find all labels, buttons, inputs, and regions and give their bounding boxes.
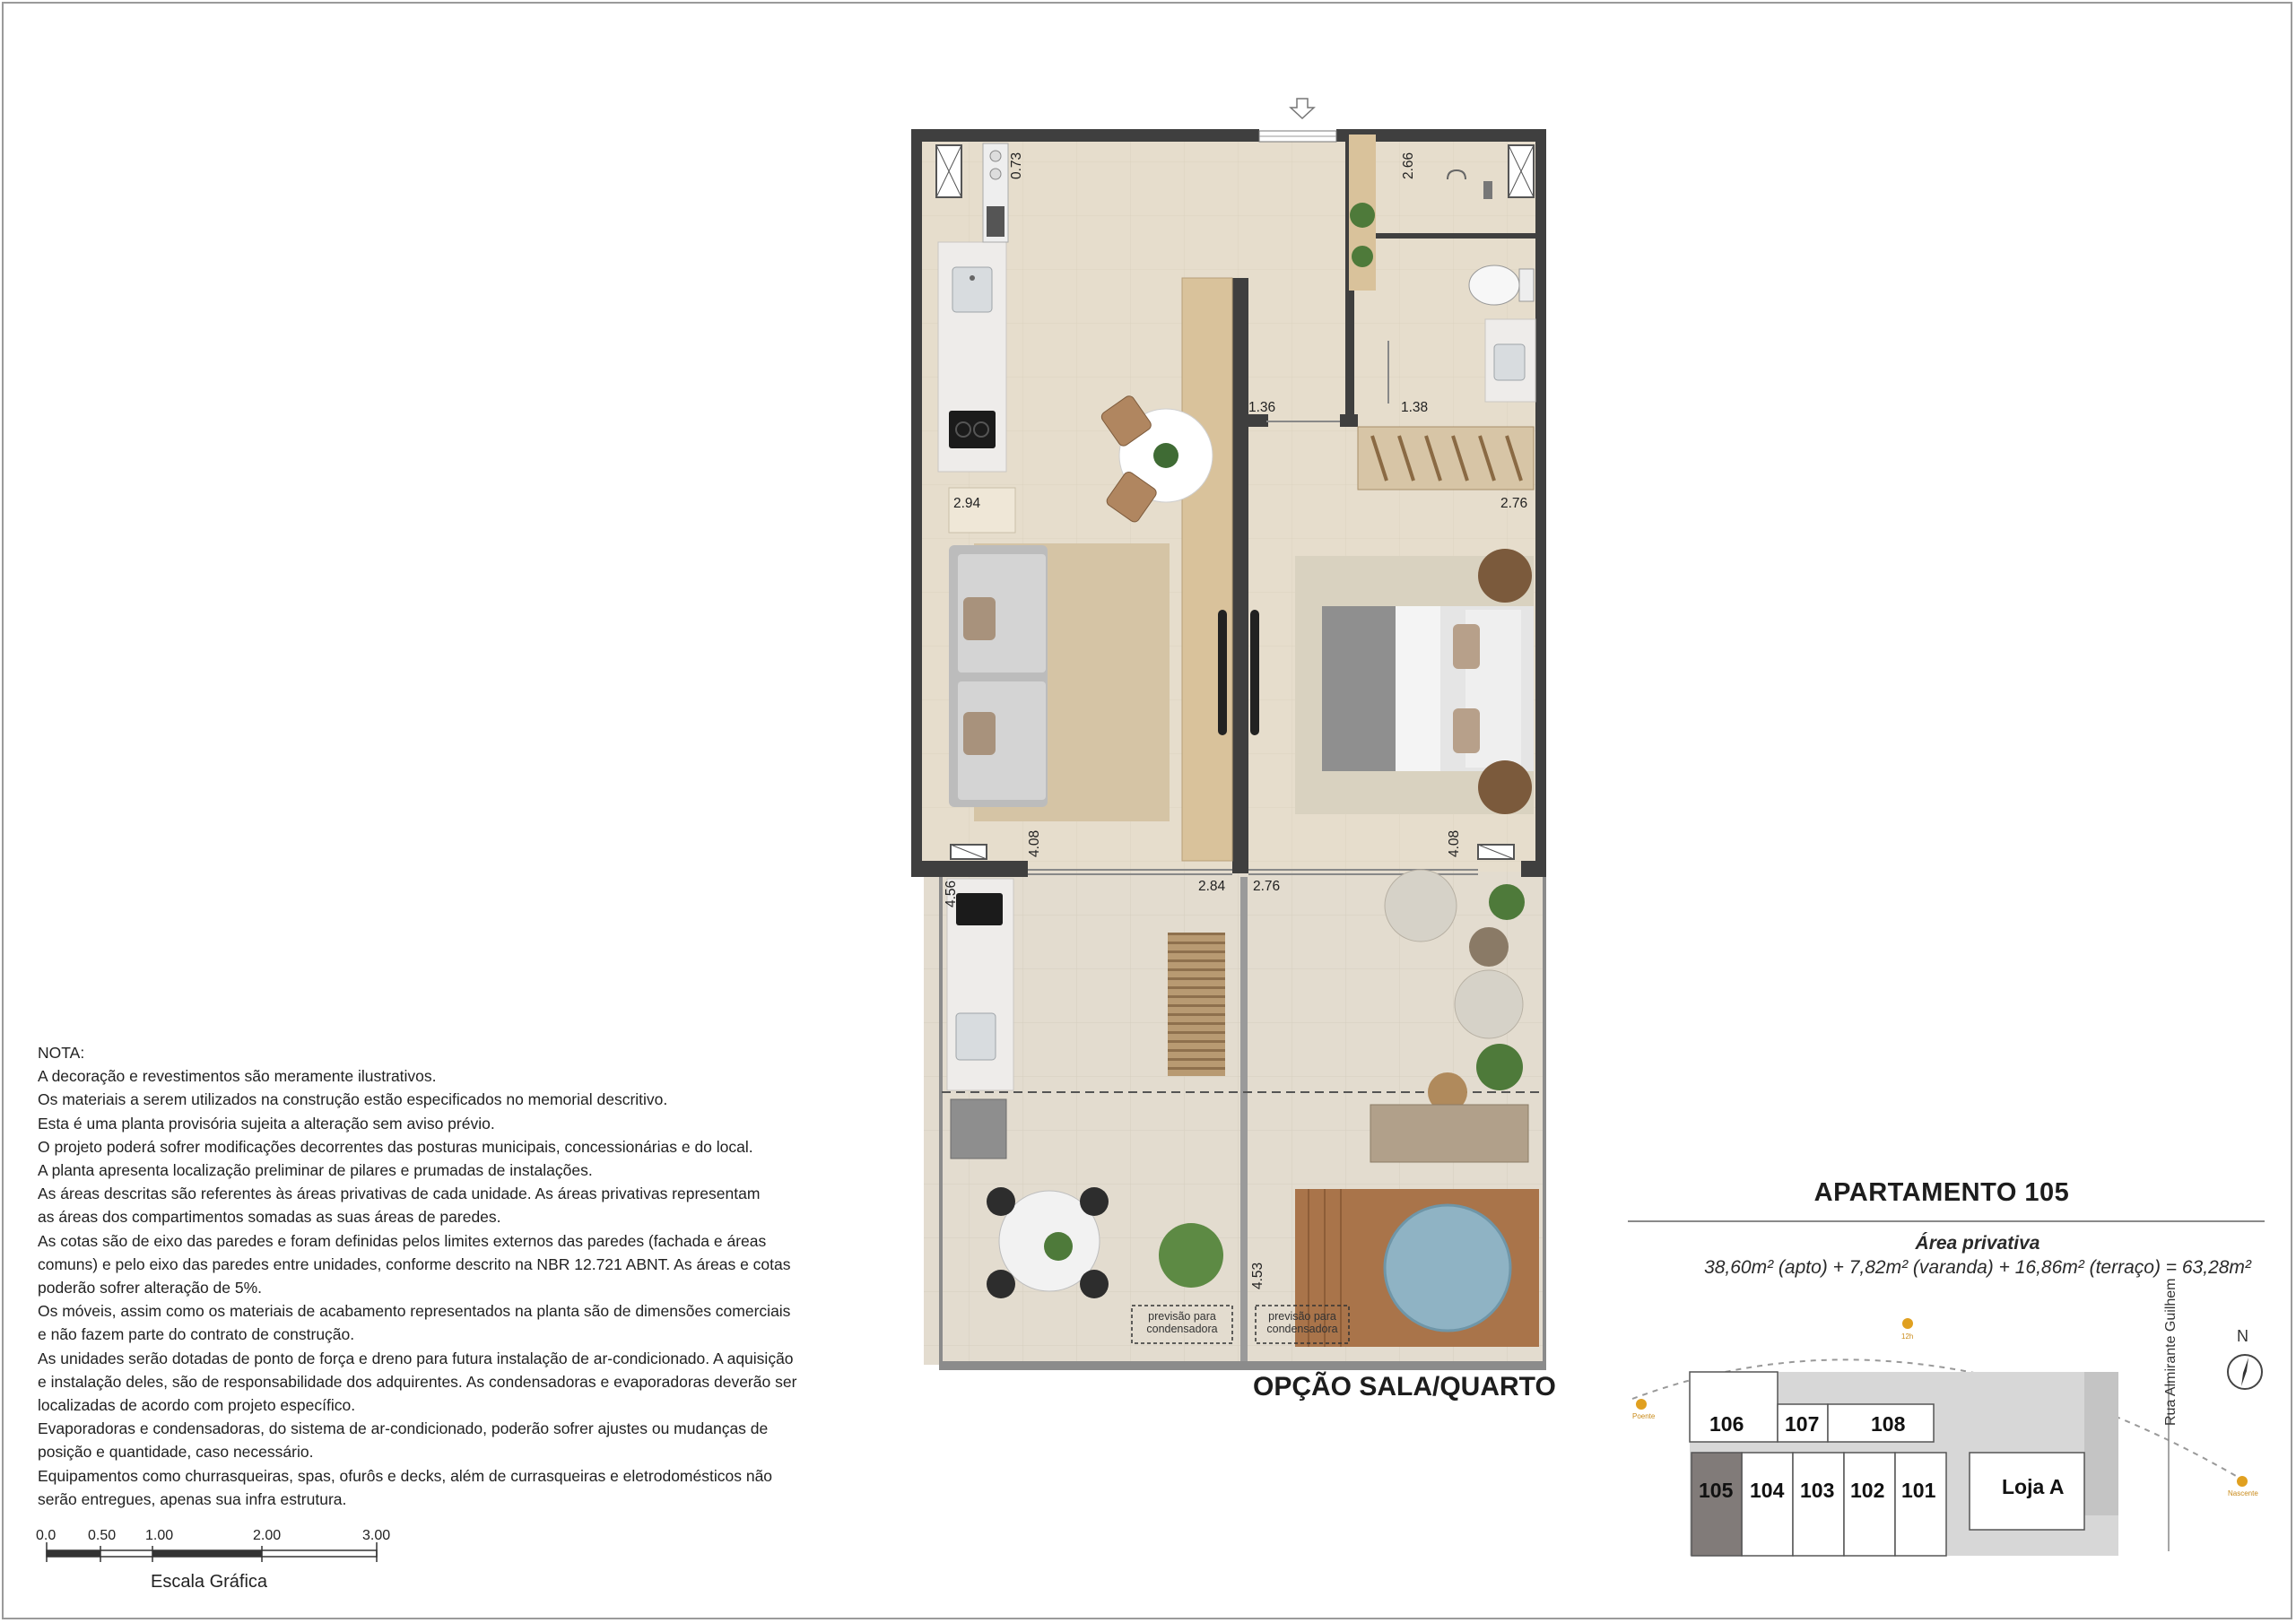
scale-title: Escala Gráfica — [151, 1572, 268, 1592]
dim-bath-width: 2.66 — [1401, 152, 1416, 179]
notes-line: O projeto poderá sofrer modificações decorrentes das posturas municipais, concessionárias e do local. — [38, 1137, 753, 1156]
hall-planter — [1349, 135, 1376, 291]
sun-west-label: Poente — [1632, 1412, 1656, 1420]
scale-label: 3.00 — [362, 1528, 391, 1543]
dim-living-depth: 4.08 — [1027, 829, 1042, 857]
dim-kitchen-depth: 2.94 — [953, 496, 981, 511]
dim-terrace-left-depth: 2.84 — [1198, 879, 1226, 894]
notes-line: As cotas são de eixo das paredes e foram definidas pelos limites externos das paredes (fachada e áreas — [38, 1231, 767, 1250]
graphic-scale-bar — [47, 1542, 377, 1562]
notes-block — [38, 1041, 899, 1511]
notes-line: Esta é uma planta provisória sujeita a alteração sem aviso prévio. — [38, 1114, 495, 1133]
dim-bath-door: 1.38 — [1401, 400, 1429, 415]
sun-west-icon — [1636, 1399, 1647, 1410]
dim-terrace-right-depth: 2.76 — [1253, 879, 1281, 894]
scale-label: 0.0 — [36, 1528, 57, 1543]
entrance-door — [1259, 99, 1336, 142]
notes-line: localizadas de acordo com projeto específico. — [38, 1396, 356, 1415]
dim-hall: 1.36 — [1248, 400, 1276, 415]
sun-east-icon — [2237, 1476, 2248, 1487]
unit-label-104: 104 — [1750, 1479, 1785, 1502]
dim-bedroom-width: 2.76 — [1500, 496, 1528, 511]
condensadora-label-left: previsão para condensadora — [1146, 1310, 1218, 1335]
scale-label: 2.00 — [253, 1528, 282, 1543]
notes-line: comuns) e pelo eixo das paredes entre unidades, conforme descrito na NBR 12.721 ABNT. As áreas e cotas — [38, 1254, 791, 1273]
notes-line: A planta apresenta localização preliminar de pilares e prumadas de instalações. — [38, 1161, 593, 1180]
notes-line: Equipamentos como churrasqueiras, spas, ofurôs e decks, além de currasqueiras e eletrodomésticos não — [38, 1466, 773, 1485]
unit-label-105: 105 — [1699, 1479, 1734, 1502]
title-divider — [1628, 1220, 2265, 1222]
dim-kitchen-width: 0.73 — [1009, 152, 1024, 179]
notes-line: poderão sofrer alteração de 5%. — [38, 1279, 263, 1298]
unit-label-107: 107 — [1785, 1412, 1820, 1436]
unit-label-102: 102 — [1850, 1479, 1885, 1502]
notes-line: posição e quantidade, caso necessário. — [38, 1443, 314, 1462]
notes-line: Os móveis, assim como os materiais de acabamento representados na planta são de dimensões comerciais — [38, 1302, 791, 1321]
north-label: N — [2237, 1327, 2248, 1345]
area-formula: 38,60m² (apto) + 7,82m² (varanda) + 16,86m² (terraço) = 63,28m² — [1704, 1257, 2251, 1278]
dim-terrace-right-width: 4.53 — [1250, 1262, 1265, 1289]
notes-line: Evaporadoras e condensadoras, do sistema de ar-condicionado, poderão sofrer ajustes ou mudanças de — [38, 1419, 769, 1438]
notes-line: As áreas descritas são referentes às áreas privativas de cada unidade. As áreas privativas representam — [38, 1185, 761, 1203]
unit-label-106: 106 — [1709, 1412, 1744, 1436]
store-label: Loja A — [2002, 1475, 2065, 1498]
scale-label: 1.00 — [145, 1528, 174, 1543]
unit-label-108: 108 — [1871, 1412, 1906, 1436]
dim-bedroom-depth: 4.08 — [1447, 829, 1462, 857]
sun-east-label: Nascente — [2228, 1489, 2258, 1497]
unit-label-103: 103 — [1800, 1479, 1835, 1502]
street-label: Rua Almirante Guilhem — [2163, 1278, 2179, 1426]
notes-line: As unidades serão dotadas de ponto de força e dreno para futura instalação de ar-condicionado. A aquisição — [38, 1349, 794, 1367]
condensadora-label-right: previsão para condensadora — [1266, 1310, 1338, 1335]
notes-line: as áreas dos compartimentos somadas as suas áreas de paredes. — [38, 1208, 501, 1227]
notes-line: e não fazem parte do contrato de construção. — [38, 1325, 355, 1344]
unit-105-highlight — [1692, 1453, 1742, 1556]
notes-line: e instalação deles, são de responsabilidade dos adquirentes. As condensadoras e evaporadoras deverão ser — [38, 1372, 797, 1391]
entrance-arrow-icon — [1291, 99, 1314, 118]
notes-line: Os materiais a serem utilizados na construção estão especificados no memorial descritivo. — [38, 1090, 668, 1109]
living-area — [949, 543, 1170, 821]
area-label: Área privativa — [1915, 1233, 2040, 1254]
dim-terrace-left-width: 4.56 — [944, 880, 959, 907]
notes-line: A decoração e revestimentos são meramente ilustrativos. — [38, 1067, 437, 1086]
scale-label: 0.50 — [88, 1528, 117, 1543]
option-title: OPÇÃO SALA/QUARTO — [1253, 1372, 1556, 1402]
sun-noon-label: 12h — [1901, 1332, 1914, 1341]
notes-heading: NOTA: — [38, 1044, 85, 1062]
unit-label-101: 101 — [1901, 1479, 1936, 1502]
apartment-title: APARTAMENTO 105 — [1813, 1178, 2070, 1207]
notes-line: serão entregues, apenas sua infra estrutura. — [38, 1489, 347, 1508]
sun-noon-icon — [1902, 1318, 1913, 1329]
